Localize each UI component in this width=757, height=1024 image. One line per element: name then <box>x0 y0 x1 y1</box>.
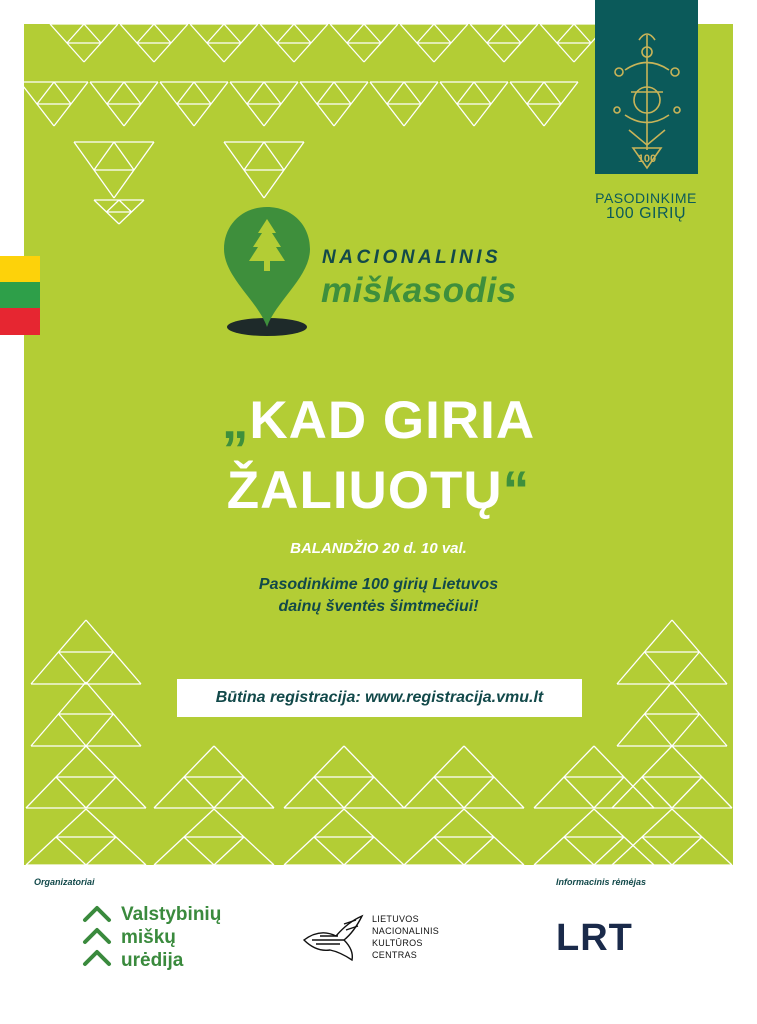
badge-caption-line1: PASODINKIME <box>595 190 697 206</box>
song-festival-badge <box>595 0 698 174</box>
flag-stripe-green <box>0 282 40 308</box>
lnkc-line3: KULTŪROS <box>372 938 423 948</box>
slogan-line1: Pasodinkime 100 girių Lietuvos <box>258 576 499 593</box>
vmu-line3: urėdija <box>121 950 184 971</box>
headline-close-quote: “ <box>502 461 531 520</box>
headline-text2: ŽALIUOTŲ <box>226 461 503 520</box>
vmu-trees-icon <box>79 900 115 972</box>
logo-title-line2: miškasodis <box>321 271 517 310</box>
headline-open-quote: „ <box>221 391 250 450</box>
badge-year: 100 <box>637 153 657 165</box>
lnkc-line2: NACIONALINIS <box>372 926 440 936</box>
logo-title-line1: NACIONALINIS <box>322 247 502 268</box>
lrt-logo: LRT <box>556 917 633 959</box>
media-sponsor-label: Informacinis rėmėjas <box>556 877 647 887</box>
map-pin-tree-icon <box>222 205 318 340</box>
flag-stripe-red <box>0 308 40 335</box>
vmu-line1: Valstybinių <box>121 904 222 925</box>
headline-text1: KAD GIRIA <box>249 391 536 450</box>
festival-emblem-icon <box>595 0 698 174</box>
lnkc-line1: LIETUVOS <box>372 914 419 924</box>
organizers-label: Organizatoriai <box>34 877 95 887</box>
headline-line1 <box>0 390 757 451</box>
vmu-line2: miškų <box>121 927 176 948</box>
lnkc-line4: CENTRAS <box>372 950 418 960</box>
event-date: BALANDŽIO 20 d. 10 val. <box>290 540 467 557</box>
bird-emblem-icon <box>300 910 368 966</box>
registration-link[interactable]: Būtina registracija: www.registracija.vmu.lt <box>177 679 582 717</box>
badge-caption-line2: 100 GIRIŲ <box>605 205 687 222</box>
badge-caption <box>571 190 721 222</box>
flag-stripe-yellow <box>0 256 40 282</box>
slogan-line2: dainų šventės šimtmečiui! <box>278 598 479 615</box>
headline-line2 <box>0 460 757 521</box>
